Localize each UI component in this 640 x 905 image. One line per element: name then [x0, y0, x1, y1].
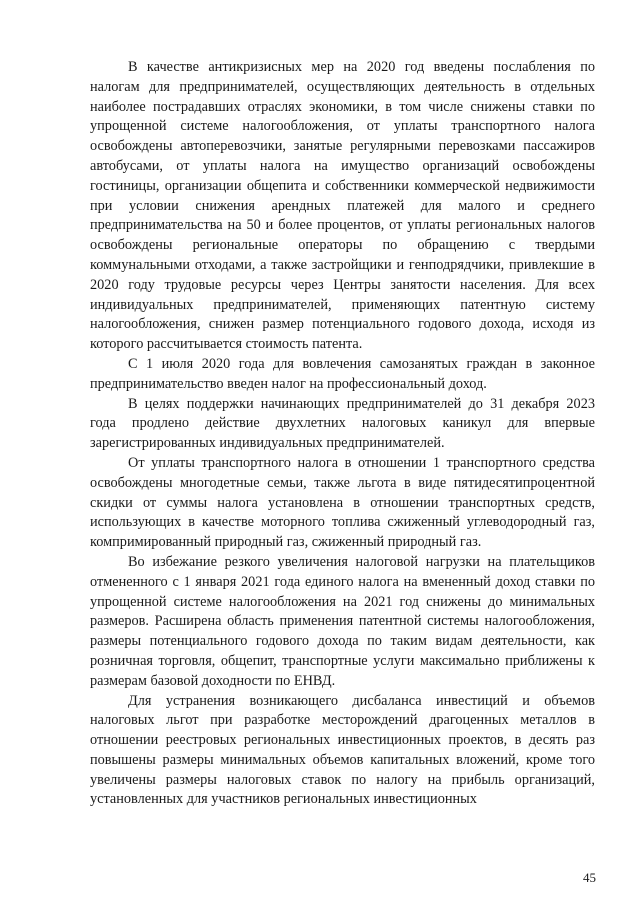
- paragraph-tax-holidays: В целях поддержки начинающих предпринимателей до 31 декабря 2023 года продлено действие двухлетних налоговых каникул для впервые зарегистрированных индивидуальных предпринимателей.: [90, 395, 595, 452]
- paragraph-envd-replacement: Во избежание резкого увеличения налоговой нагрузки на плательщиков отмененного с 1 января 2021 года единого налога на вмененный доход ставки по упрощенной системе налогообложения на 2021 год снижены до минимальных размеров. Расширена область применения патентной системы налогообложения, размеры потенциального годового дохода по таким видам деятельности, как розничная торговля, общепит, транспортные услуги максимально приближены к размерам базовой доходности по ЕНВД.: [90, 553, 595, 689]
- paragraph-transport-tax: От уплаты транспортного налога в отношении 1 транспортного средства освобождены многодетные семьи, также льгота в виде пятидесятипроцентной скидки от суммы налога установлена в отношении транспортных средств, использующих в качестве моторного топлива сжиженный углеводородный газ, компримированный природный газ, сжиженный природный газ.: [90, 454, 595, 551]
- paragraph-investment-projects: Для устранения возникающего дисбаланса инвестиций и объемов налоговых льгот при разработке месторождений драгоценных металлов в отношении реестровых региональных инвестиционных проектов, в десять раз повышены размеры минимальных объемов капитальных вложений, кроме того увеличены размеры налоговых ставок по налогу на прибыль организаций, установленных для участников региональных инвестиционных: [90, 692, 595, 808]
- body-text: [90, 58, 595, 810]
- page-number: 45: [583, 870, 596, 885]
- paragraph-anticrisis-measures: В качестве антикризисных мер на 2020 год введены послабления по налогам для предпринимателей, осуществляющих деятельность в отдельных наиболее пострадавших отраслях экономики, в том числе снижены ставки по упрощенной системе налогообложения, от уплаты транспортного налога освобождены автоперевозчики, занятые регулярными перевозками пассажиров автобусами, от уплаты налога на имущество организаций освобождены гостиницы, организации общепита и собственники коммерческой недвижимости при условии снижения арендных платежей для малого и среднего предпринимательства на 50 и более процентов, от уплаты региональных налогов освобождены региональные операторы по обращению с твердыми коммунальными отходами, а также застройщики и генподрядчики, привлекшие в 2020 году трудовые ресурсы через Центры занятости населения. Для всех индивидуальных предпринимателей, применяющих патентную систему налогообложения, снижен размер потенциального годового дохода, исходя из которого рассчитывается стоимость патента.: [90, 59, 595, 353]
- paragraph-self-employed-tax: С 1 июля 2020 года для вовлечения самозанятых граждан в законное предпринимательство введен налог на профессиональный доход.: [90, 355, 595, 392]
